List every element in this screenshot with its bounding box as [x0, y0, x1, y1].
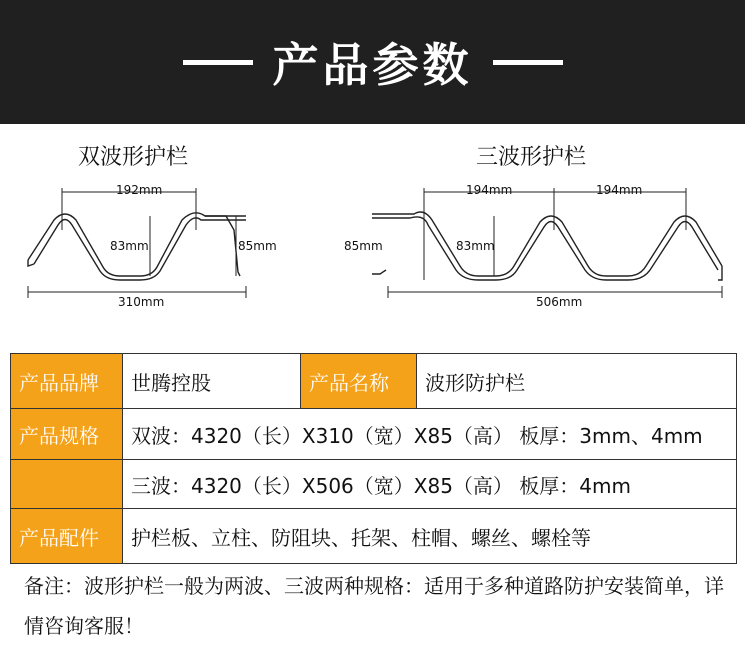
- triple-wave-dimensions: [388, 188, 722, 298]
- name-value: 波形防护栏: [417, 354, 737, 409]
- name-label: 产品名称: [301, 354, 417, 409]
- double-wave-label: 双波形护栏: [78, 145, 189, 170]
- triple-height: 85mm: [344, 239, 383, 253]
- guardrail-profile-drawings: [0, 170, 745, 320]
- header-dash-right: [493, 60, 563, 65]
- spec-row-brand: [11, 354, 737, 409]
- section-header: [0, 0, 745, 124]
- size-label: 产品规格: [11, 409, 123, 460]
- spec-row-size-double: [11, 409, 737, 460]
- triple-depth: 83mm: [456, 239, 495, 253]
- spec-table: [10, 353, 737, 564]
- spec-row-parts: [11, 509, 737, 564]
- double-height: 85mm: [238, 239, 277, 253]
- size-double-value: 双波：4320（长）X310（宽）X85（高） 板厚：3mm、4mm: [123, 409, 737, 460]
- double-depth: 83mm: [110, 239, 149, 253]
- triple-wave-label: 三波形护栏: [476, 145, 587, 170]
- size-label-continued: [11, 460, 123, 509]
- size-triple-value: 三波：4320（长）X506（宽）X85（高） 板厚：4mm: [123, 460, 737, 509]
- remark-note: 备注：波形护栏一般为两波、三波两种规格：适用于多种道路防护安装简单，详情咨询客服！: [24, 574, 724, 638]
- double-total-width: 310mm: [118, 295, 165, 309]
- brand-value: 世腾控股: [123, 354, 301, 409]
- triple-top-width-1: 194mm: [466, 183, 513, 197]
- brand-label: 产品品牌: [11, 354, 123, 409]
- parts-label: 产品配件: [11, 509, 123, 564]
- triple-total-width: 506mm: [536, 295, 583, 309]
- page-title: 产品参数: [272, 38, 473, 92]
- triple-top-width-2: 194mm: [596, 183, 643, 197]
- parts-value: 护栏板、立柱、防阻块、托架、柱帽、螺丝、螺栓等: [123, 509, 737, 564]
- spec-row-size-triple: [11, 460, 737, 509]
- header-dash-left: [183, 60, 253, 65]
- double-top-width: 192mm: [116, 183, 163, 197]
